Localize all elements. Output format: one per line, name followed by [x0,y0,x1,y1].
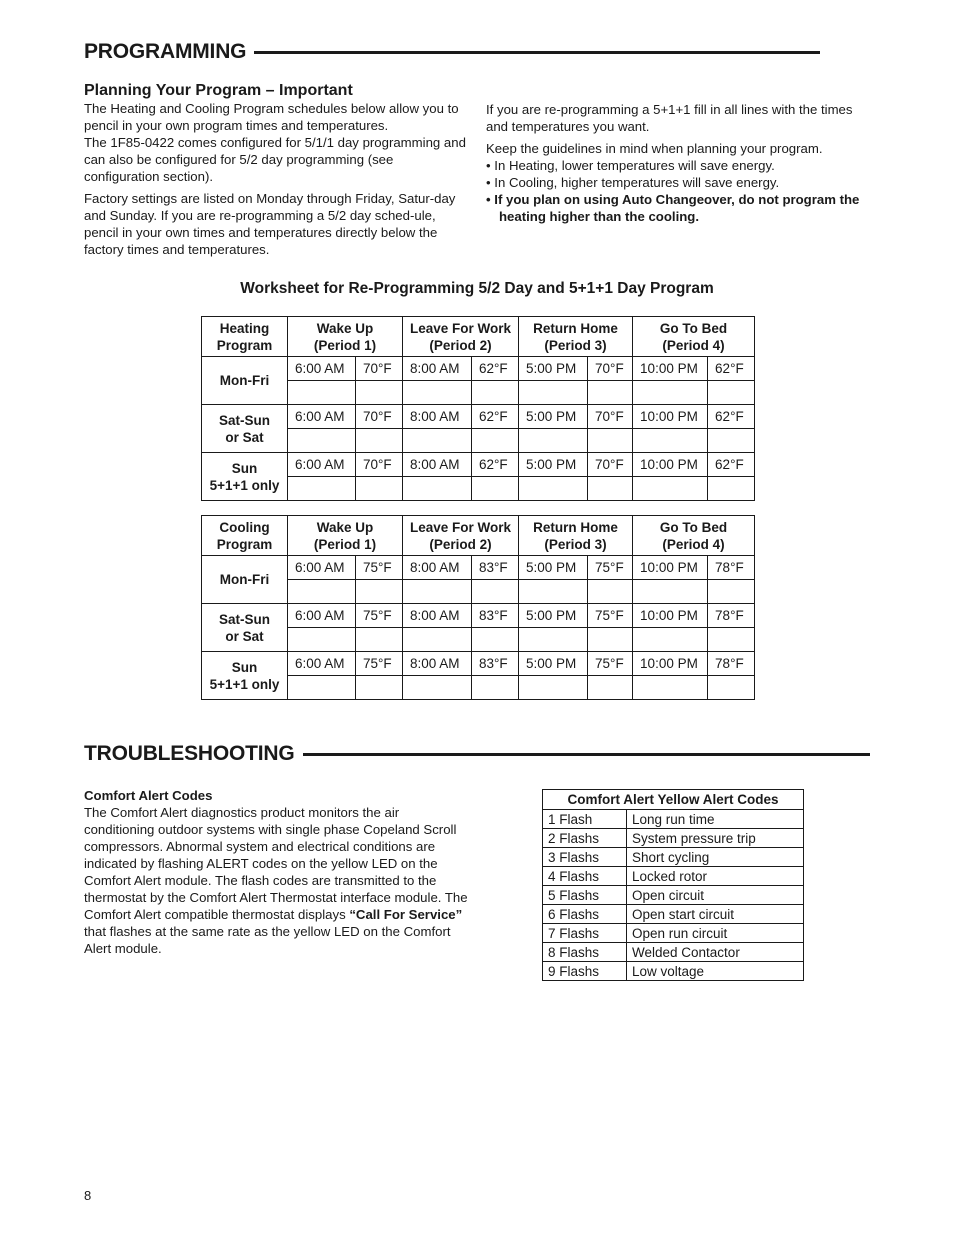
alert-code-row [543,867,804,886]
alert-table-title: Comfort Alert Yellow Alert Codes [543,790,804,810]
planning-paragraph-1a: The Heating and Cooling Program schedules below allow you to pencil in your own program times and temperatures. [84,101,459,133]
comfort-alert-title: Comfort Alert Codes [84,788,213,803]
temperature-value: 75°F [588,604,633,628]
custom-temperature-cell [472,477,519,501]
guideline-heating: • In Heating, lower temperatures will save energy. [486,158,775,173]
custom-temperature-cell [708,580,755,604]
troubleshooting-header [84,742,870,766]
program-row [202,453,755,477]
alert-meaning: System pressure trip [627,829,804,848]
time-value: 10:00 PM [633,556,708,580]
planning-title: Planning Your Program – Important [84,82,353,99]
cooling-header-row [202,516,755,556]
planning-right-column [486,101,866,225]
temperature-value: 70°F [588,357,633,381]
custom-time-cell [519,429,588,453]
custom-temperature-cell [708,676,755,700]
flash-count: 5 Flashs [543,886,627,905]
custom-temperature-cell [588,381,633,405]
comfort-alert-codes-table [542,789,804,981]
custom-time-cell [519,477,588,501]
time-value: 8:00 AM [403,453,472,477]
flash-count: 8 Flashs [543,943,627,962]
page-number: 8 [84,1188,92,1203]
planning-paragraph-3: If you are re-programming a 5+1+1 fill in all lines with the times and temperatures you want. [486,102,853,134]
worksheet-title: Worksheet for Re-Programming 5/2 Day and 5+1+1 Day Program [240,280,714,297]
temperature-value: 62°F [708,453,755,477]
custom-temperature-cell [588,580,633,604]
time-value: 6:00 AM [288,652,356,676]
programming-rule [254,51,820,54]
custom-temperature-cell [708,628,755,652]
alert-code-row [543,924,804,943]
temperature-value: 83°F [472,652,519,676]
custom-temperature-cell [472,429,519,453]
custom-time-cell [633,676,708,700]
time-value: 5:00 PM [519,652,588,676]
custom-time-cell [288,580,356,604]
custom-temperature-cell [472,580,519,604]
alert-meaning: Low voltage [627,962,804,981]
custom-time-cell [519,628,588,652]
go-to-bed-header: Go To Bed (Period 4) [633,317,755,357]
flash-count: 1 Flash [543,810,627,829]
custom-time-cell [403,429,472,453]
alert-meaning: Open circuit [627,886,804,905]
custom-time-cell [288,477,356,501]
custom-temperature-cell [588,676,633,700]
wake-up-header: Wake Up (Period 1) [288,317,403,357]
alert-meaning: Welded Contactor [627,943,804,962]
flash-count: 2 Flashs [543,829,627,848]
planning-left-column [84,81,470,263]
alert-meaning: Long run time [627,810,804,829]
program-row [202,604,755,628]
custom-temperature-cell [472,381,519,405]
guideline-auto-changeover: • If you plan on using Auto Changeover, do not program the heating higher than the cooling. [486,192,860,224]
time-value: 6:00 AM [288,405,356,429]
time-value: 8:00 AM [403,357,472,381]
temperature-value: 83°F [472,604,519,628]
custom-time-cell [519,381,588,405]
custom-temperature-cell [708,429,755,453]
temperature-value: 70°F [356,405,403,429]
temperature-value: 75°F [356,556,403,580]
troubleshooting-rule [303,753,871,756]
cooling-program-table [201,515,755,700]
planning-paragraph-4: Keep the guidelines in mind when planning your program. [486,141,823,156]
flash-count: 3 Flashs [543,848,627,867]
alert-code-row [543,943,804,962]
time-value: 5:00 PM [519,604,588,628]
heating-program-header: Heating Program [202,317,288,357]
custom-temperature-cell [356,477,403,501]
temperature-value: 78°F [708,652,755,676]
temperature-value: 62°F [708,357,755,381]
leave-for-work-header: Leave For Work (Period 2) [403,516,519,556]
custom-temperature-cell [588,477,633,501]
custom-time-cell [288,676,356,700]
alert-header-row [543,790,804,810]
alert-meaning: Open start circuit [627,905,804,924]
leave-for-work-header: Leave For Work (Period 2) [403,317,519,357]
time-value: 5:00 PM [519,357,588,381]
time-value: 5:00 PM [519,405,588,429]
heating-program-table [201,316,755,501]
temperature-value: 75°F [356,652,403,676]
custom-time-cell [403,580,472,604]
custom-time-cell [403,628,472,652]
time-value: 6:00 AM [288,357,356,381]
temperature-value: 70°F [356,453,403,477]
custom-temperature-cell [356,429,403,453]
custom-temperature-cell [356,381,403,405]
custom-temperature-cell [588,628,633,652]
program-row [202,652,755,676]
custom-time-cell [403,477,472,501]
time-value: 10:00 PM [633,357,708,381]
wake-up-header: Wake Up (Period 1) [288,516,403,556]
flash-count: 7 Flashs [543,924,627,943]
programming-header [84,40,820,64]
flash-count: 4 Flashs [543,867,627,886]
time-value: 8:00 AM [403,652,472,676]
program-row [202,357,755,381]
temperature-value: 62°F [708,405,755,429]
cooling-program-header: Cooling Program [202,516,288,556]
alert-code-row [543,962,804,981]
alert-code-row [543,829,804,848]
temperature-value: 83°F [472,556,519,580]
day-label: Sun 5+1+1 only [202,652,288,700]
alert-meaning: Locked rotor [627,867,804,886]
time-value: 5:00 PM [519,556,588,580]
custom-temperature-cell [472,628,519,652]
custom-time-cell [633,381,708,405]
time-value: 6:00 AM [288,604,356,628]
alert-code-row [543,810,804,829]
comfort-alert-column [84,787,470,962]
heating-header-row [202,317,755,357]
time-value: 8:00 AM [403,604,472,628]
comfort-alert-text-2: that flashes at the same rate as the yellow LED on the Comfort Alert module. [84,924,451,956]
custom-time-cell [403,381,472,405]
custom-temperature-cell [708,477,755,501]
time-value: 8:00 AM [403,556,472,580]
custom-time-cell [519,580,588,604]
day-label: Sun 5+1+1 only [202,453,288,501]
go-to-bed-header: Go To Bed (Period 4) [633,516,755,556]
return-home-header: Return Home (Period 3) [519,516,633,556]
time-value: 8:00 AM [403,405,472,429]
temperature-value: 75°F [356,604,403,628]
time-value: 10:00 PM [633,405,708,429]
custom-time-cell [288,429,356,453]
custom-time-cell [519,676,588,700]
alert-code-row [543,905,804,924]
programming-heading: PROGRAMMING [84,40,247,63]
temperature-value: 70°F [356,357,403,381]
time-value: 5:00 PM [519,453,588,477]
planning-paragraph-1b: The 1F85-0422 comes configured for 5/1/1 day programming and can also be configured for 5/2 day programming (see configuration section). [84,135,466,184]
comfort-alert-description [84,804,470,957]
comfort-alert-text-1: The Comfort Alert diagnostics product monitors the air conditioning outdoor systems with single phase Copeland Scroll compressors. Abnormal system and electrical conditions are indicated by flashing ALERT codes on the yellow LED on the Comfort Alert module. The flash codes are transmitted to the thermostat by the Comfort Alert Thermostat interface module. The Comfort Alert compatible thermostat displays [84,805,468,922]
temperature-value: 75°F [588,652,633,676]
custom-time-cell [633,628,708,652]
time-value: 10:00 PM [633,604,708,628]
day-label: Sat-Sun or Sat [202,405,288,453]
alert-code-row [543,848,804,867]
custom-temperature-cell [708,381,755,405]
custom-time-cell [633,477,708,501]
custom-temperature-cell [356,628,403,652]
custom-time-cell [633,580,708,604]
custom-temperature-cell [472,676,519,700]
temperature-value: 70°F [588,405,633,429]
custom-temperature-cell [356,676,403,700]
flash-count: 6 Flashs [543,905,627,924]
return-home-header: Return Home (Period 3) [519,317,633,357]
call-for-service-text: “Call For Service” [349,907,463,922]
custom-time-cell [288,628,356,652]
temperature-value: 70°F [588,453,633,477]
temperature-value: 62°F [472,405,519,429]
alert-code-row [543,886,804,905]
custom-temperature-cell [588,429,633,453]
day-label: Mon-Fri [202,357,288,405]
custom-temperature-cell [356,580,403,604]
temperature-value: 62°F [472,453,519,477]
temperature-value: 75°F [588,556,633,580]
guideline-cooling: • In Cooling, higher temperatures will save energy. [486,175,780,190]
alert-meaning: Short cycling [627,848,804,867]
time-value: 6:00 AM [288,556,356,580]
custom-time-cell [633,429,708,453]
temperature-value: 78°F [708,604,755,628]
planning-paragraph-2: Factory settings are listed on Monday through Friday, Satur-day and Sunday. If you are re-programming a 5/2 day sched-ule, pencil in your own times and temperatures directly below the factory times and temperatures. [84,191,456,257]
day-label: Sat-Sun or Sat [202,604,288,652]
temperature-value: 62°F [472,357,519,381]
custom-time-cell [288,381,356,405]
program-row [202,405,755,429]
temperature-value: 78°F [708,556,755,580]
time-value: 10:00 PM [633,652,708,676]
guidelines-list [486,157,866,225]
time-value: 10:00 PM [633,453,708,477]
alert-meaning: Open run circuit [627,924,804,943]
custom-time-cell [403,676,472,700]
troubleshooting-heading: TROUBLESHOOTING [84,742,295,765]
flash-count: 9 Flashs [543,962,627,981]
program-row [202,556,755,580]
time-value: 6:00 AM [288,453,356,477]
day-label: Mon-Fri [202,556,288,604]
